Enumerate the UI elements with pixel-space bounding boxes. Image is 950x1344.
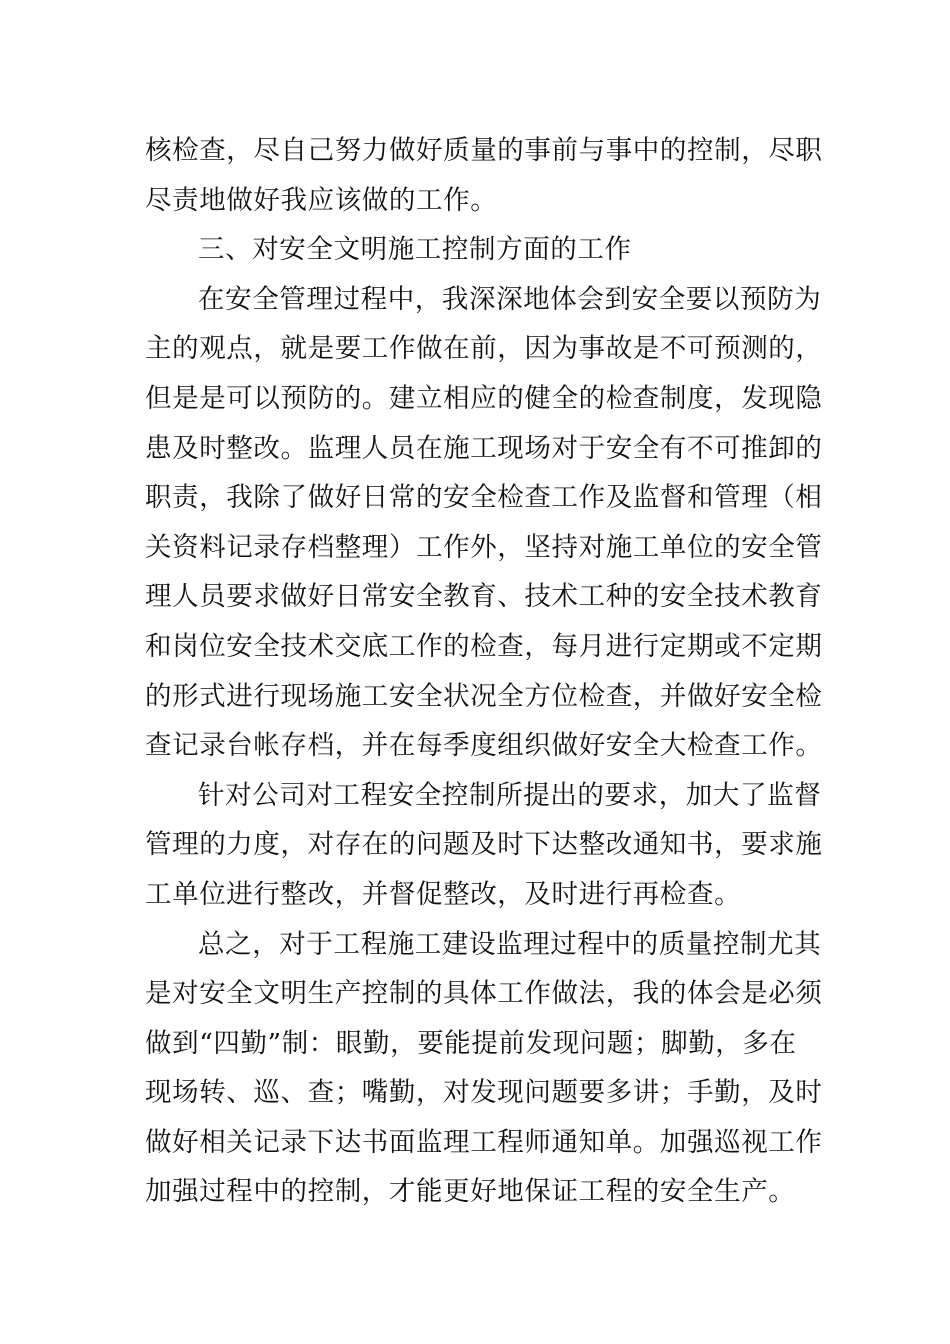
text-line: 现场转、巡、查；嘴勤，对发现问题要多讲；手勤，及时	[145, 1077, 823, 1109]
text-line: 患及时整改。监理人员在施工现场对于安全有不可推卸的	[145, 432, 823, 464]
text-line: 主的观点，就是要工作做在前，因为事故是不可预测的，	[145, 333, 823, 365]
text-line: 但是是可以预防的。建立相应的健全的检查制度，发现隐	[145, 382, 823, 414]
text-line: 针对公司对工程安全控制所提出的要求，加大了监督	[198, 779, 822, 811]
text-line: 是对安全文明生产控制的具体工作做法，我的体会是必须	[145, 978, 823, 1010]
text-line: 职责，我除了做好日常的安全检查工作及监督和管理（相	[145, 482, 823, 514]
text-line: 做到“四勤”制：眼勤，要能提前发现问题；脚勤，多在	[145, 1027, 797, 1059]
text-line: 在安全管理过程中，我深深地体会到安全要以预防为	[198, 283, 822, 315]
text-line: 工单位进行整改，并督促整改，及时进行再检查。	[145, 878, 742, 910]
section-heading: 三、对安全文明施工控制方面的工作	[198, 234, 632, 266]
text-line: 理人员要求做好日常安全教育、技术工种的安全技术教育	[145, 581, 823, 613]
text-line: 加强过程中的控制，才能更好地保证工程的安全生产。	[145, 1176, 796, 1208]
text-line: 和岗位安全技术交底工作的检查，每月进行定期或不定期	[145, 630, 823, 662]
text-line: 尽责地做好我应该做的工作。	[145, 184, 498, 216]
text-line: 管理的力度，对存在的问题及时下达整改通知书，要求施	[145, 829, 823, 861]
text-line: 总之，对于工程施工建设监理过程中的质量控制尤其	[198, 928, 822, 960]
text-line: 查记录台帐存档，并在每季度组织做好安全大检查工作。	[145, 730, 823, 762]
document-body	[145, 126, 823, 1217]
text-line: 的形式进行现场施工安全状况全方位检查，并做好安全检	[145, 680, 823, 712]
text-line: 做好相关记录下达书面监理工程师通知单。加强巡视工作	[145, 1126, 823, 1158]
text-line: 核检查，尽自己努力做好质量的事前与事中的控制，尽职	[145, 135, 823, 166]
text-line: 关资料记录存档整理）工作外，坚持对施工单位的安全管	[145, 531, 823, 563]
